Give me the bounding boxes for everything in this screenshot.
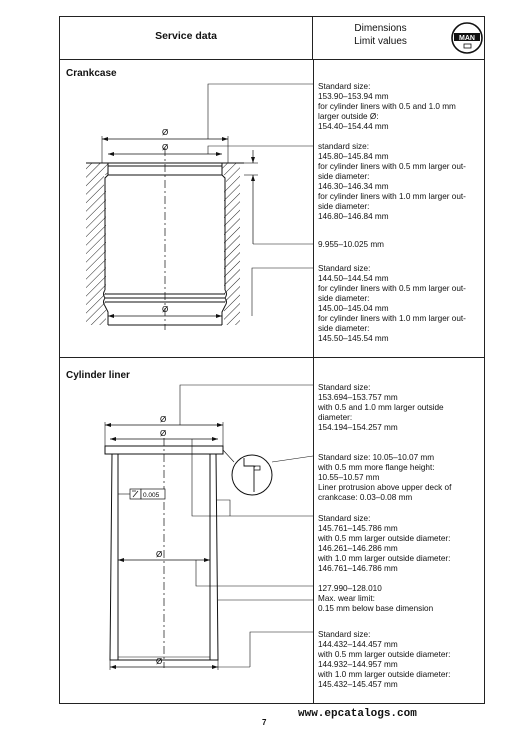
limit-values-label: Limit values	[354, 36, 407, 47]
crankcase-dia-label-bottom: Ø	[162, 305, 169, 314]
crankcase-dia-label-mid: Ø	[162, 143, 169, 152]
liner-dia-label-second: Ø	[160, 429, 167, 438]
tolerance-value: 0.005	[143, 492, 160, 499]
cylinder-liner-drawing	[105, 385, 313, 670]
liner-inside-diameter: 127.990–128.010 Max. wear limit: 0.15 mm below base dimension	[318, 584, 434, 613]
crankcase-dia-label-top: Ø	[162, 128, 169, 137]
page-number: 7	[262, 718, 267, 727]
liner-upper-outside-diameter: Standard size: 145.761–145.786 mm with 0.5 mm larger outside diameter: 146.261–146.286 mm with 1.0 mm larger outside diameter: 146.761–146.786 mm	[318, 514, 451, 573]
dimensions-label: Dimensions	[354, 23, 407, 34]
liner-dia-label-top: Ø	[160, 415, 167, 424]
liner-dia-label-inside: Ø	[156, 550, 163, 559]
liner-collar-diameter: Standard size: 153.694–153.757 mm with 0.5 and 1.0 mm larger outside diameter: 154.194–154.257 mm	[318, 383, 444, 432]
liner-flange-height: Standard size: 10.05–10.07 mm with 0.5 mm more flange height: 10.55–10.57 mm Liner protrusion above upper deck of crankcase: 0.03–0.08 mm	[318, 453, 452, 502]
liner-lower-outside-diameter: Standard size: 144.432–144.457 mm with 0.5 mm larger outside diameter: 144.932–144.957 mm with 1.0 mm larger outside diameter: 145.432–145.457 mm	[318, 630, 451, 689]
man-logo	[452, 23, 482, 53]
crankcase-bore-upper: Standard size: 153.90–153.94 mm for cylinder liners with 0.5 and 1.0 mm larger outside Ø: 154.40–154.44 mm	[318, 82, 456, 131]
crankcase-bore-lower: Standard size: 144.50–144.54 mm for cylinder liners with 0.5 mm larger out- side diameter: 145.00–145.04 mm for cylinder liners with 1.0 mm larger out- side diameter: 145.50–145.54 mm	[318, 264, 466, 343]
crankcase-title: Crankcase	[66, 68, 117, 79]
watermark-url: www.epcatalogs.com	[298, 708, 417, 720]
service-data-title: Service data	[155, 30, 217, 42]
cylinder-liner-title: Cylinder liner	[66, 370, 130, 381]
crankcase-flange-depth: 9.955–10.025 mm	[318, 240, 384, 249]
liner-dia-label-bottom: Ø	[156, 657, 163, 666]
crankcase-bore-middle: standard size: 145.80–145.84 mm for cylinder liners with 0.5 mm larger out- side diameter: 146.30–146.34 mm for cylinder liners with 1.0 mm larger out- side diameter: 146.80–146.84 mm	[318, 142, 466, 221]
svg-text:MAN: MAN	[459, 35, 475, 42]
crankcase-drawing	[86, 84, 313, 330]
